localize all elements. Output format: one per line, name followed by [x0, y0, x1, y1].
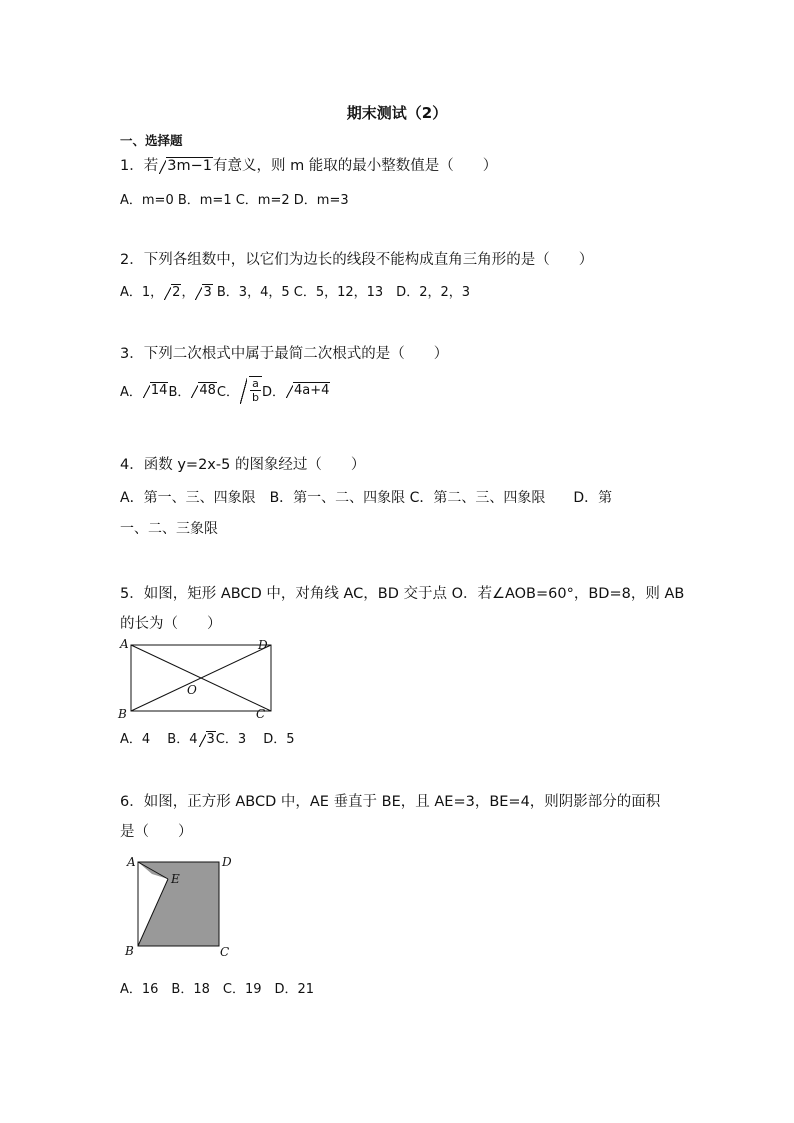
- q2-radicand-3: 3: [203, 285, 212, 300]
- q5-opt-b-radicand: 3: [206, 732, 215, 747]
- q3-c-fraction: [250, 377, 261, 404]
- q5-rectangle-figure: [115, 634, 275, 722]
- q2-rest: B．3，4，5 C．5，12，13 D．2，2，3: [212, 285, 471, 300]
- q3-options: [120, 372, 330, 408]
- q3-b-radicand: 48: [199, 382, 216, 398]
- q4-options-line2: 一、二、三象限: [120, 521, 218, 537]
- q1-radicand: 3m−1: [167, 158, 212, 174]
- q2-radicand-2: 2: [172, 285, 181, 300]
- q5-opt-b-radical: [199, 732, 216, 747]
- q3-d-label: D．: [261, 384, 285, 400]
- q3-c-denominator: b: [252, 391, 259, 404]
- q3-b-label: B．: [168, 384, 191, 400]
- q6-label-e: E: [171, 872, 180, 886]
- q3-c-numerator: a: [250, 377, 261, 391]
- q3-a-label: A．: [120, 384, 142, 400]
- page-title: 期末测试（2）: [346, 104, 448, 122]
- question-6-line1: 6．如图，正方形 ABCD 中，AE 垂直于 BE，且 AE=3，BE=4，则阴影部分的面积: [120, 794, 661, 810]
- q5-opt-b-coef: 4: [189, 732, 198, 747]
- q5-label-c: C: [256, 707, 266, 721]
- q3-b-radical: [191, 383, 217, 398]
- q6-label-d: D: [222, 855, 232, 869]
- question-6-line2: 是（ ）: [120, 824, 193, 840]
- q2-opt-a-prefix: A．1，: [120, 285, 164, 300]
- q5-label-b: B: [118, 707, 127, 721]
- q6-options: A．16 B．18 C．19 D．21: [120, 982, 315, 997]
- q6-label-c: C: [220, 945, 230, 959]
- q1-radical: [159, 158, 213, 174]
- q2-radical-2: [164, 285, 181, 300]
- q3-a-radicand: 14: [150, 382, 168, 398]
- question-3: 3．下列二次根式中属于最简二次根式的是（ ）: [120, 346, 449, 362]
- q6-square-figure: [115, 852, 245, 962]
- q3-d-radical: [286, 383, 330, 398]
- q1-options: A．m=0 B．m=1 C．m=2 D．m=3: [120, 193, 349, 208]
- q5-opt-rest: C．3 D．5: [215, 732, 295, 747]
- question-5-line2: 的长为（ ）: [120, 616, 222, 632]
- question-5-line1: 5．如图，矩形 ABCD 中，对角线 AC，BD 交于点 O．若∠AOB=60°，BD=8，则 AB: [120, 586, 685, 602]
- q2-options: [120, 281, 470, 300]
- q3-a-radical: [143, 383, 169, 398]
- q5-opt-a: A．4 B．: [120, 732, 190, 747]
- q2-separator: ，: [181, 285, 195, 300]
- q4-options-line1: A．第一、三、四象限 B．第一、二、四象限 C．第二、三、四象限 D．第: [120, 490, 613, 506]
- question-4: 4．函数 y=2x-5 的图象经过（ ）: [120, 457, 366, 473]
- question-1: [120, 154, 497, 175]
- q5-label-a: A: [120, 637, 129, 651]
- q1-prefix: 1．若: [120, 158, 159, 174]
- q5-options: [120, 728, 295, 747]
- q6-label-b: B: [125, 944, 134, 958]
- q6-label-a: A: [127, 855, 136, 869]
- q3-c-label: C．: [216, 384, 239, 400]
- q3-c-radical: [240, 376, 262, 404]
- q5-label-o: O: [187, 683, 197, 697]
- section-heading: 一、选择题: [120, 133, 183, 148]
- q1-suffix: 有意义，则 m 能取的最小整数值是（ ）: [212, 158, 498, 174]
- question-2: 2．下列各组数中，以它们为边长的线段不能构成直角三角形的是（ ）: [120, 252, 594, 268]
- q2-radical-3: [195, 285, 212, 300]
- q3-d-radicand: 4a+4: [294, 382, 330, 398]
- q5-label-d: D: [258, 638, 268, 652]
